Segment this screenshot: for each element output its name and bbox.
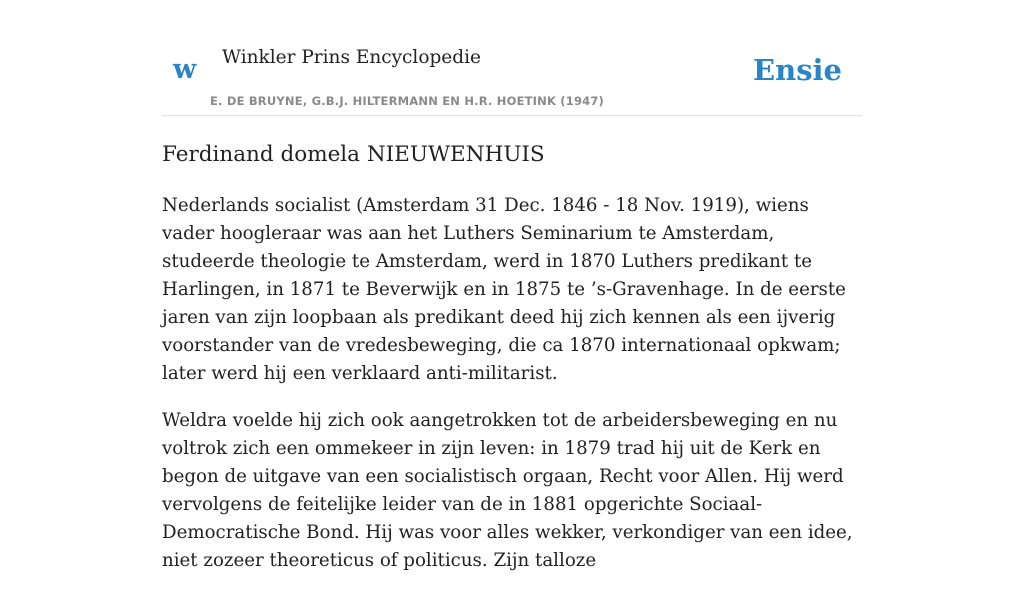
brand-logo[interactable]: Ensie	[753, 53, 842, 87]
article-title: Ferdinand domela NIEUWENHUIS	[162, 142, 545, 167]
site-logo[interactable]: w	[173, 54, 197, 85]
site-header	[162, 0, 862, 116]
article-paragraph: Weldra voelde hij zich ook aangetrokken tot de arbeidersbeweging en nu voltrok zich een ommekeer in zijn leven: in 1879 trad hij uit de Kerk en begon de uitgave van een socialistisch orgaan, Recht voor Allen. Hij werd vervolgens de feitelijke leider van de in 1881 opgerichte Sociaal-Democratische Bond. Hij was voor alles wekker, verkondiger van een idee, niet zozeer theoreticus of politicus. Zijn talloze	[162, 410, 853, 571]
article-paragraph: Nederlands socialist (Amsterdam 31 Dec. 1846 - 18 Nov. 1919), wiens vader hoogleraar was aan het Luthers Seminarium te Amsterdam, studeerde theologie te Amsterdam, werd in 1870 Luthers predikant te Harlingen, in 1871 te Beverwijk en in 1875 te ’s-Gravenhage. In de eerste jaren van zijn loopbaan als predikant deed hij zich kennen als een ijverig voorstander van de vredesbeweging, die ca 1870 internationaal opkwam; later werd hij een verklaard anti-militarist.	[162, 195, 846, 384]
article-body	[162, 192, 862, 594]
page	[162, 0, 862, 571]
site-subtitle: E. DE BRUYNE, G.B.J. HILTERMANN EN H.R. HOETINK (1947)	[210, 94, 605, 108]
site-title[interactable]: Winkler Prins Encyclopedie	[222, 47, 481, 68]
